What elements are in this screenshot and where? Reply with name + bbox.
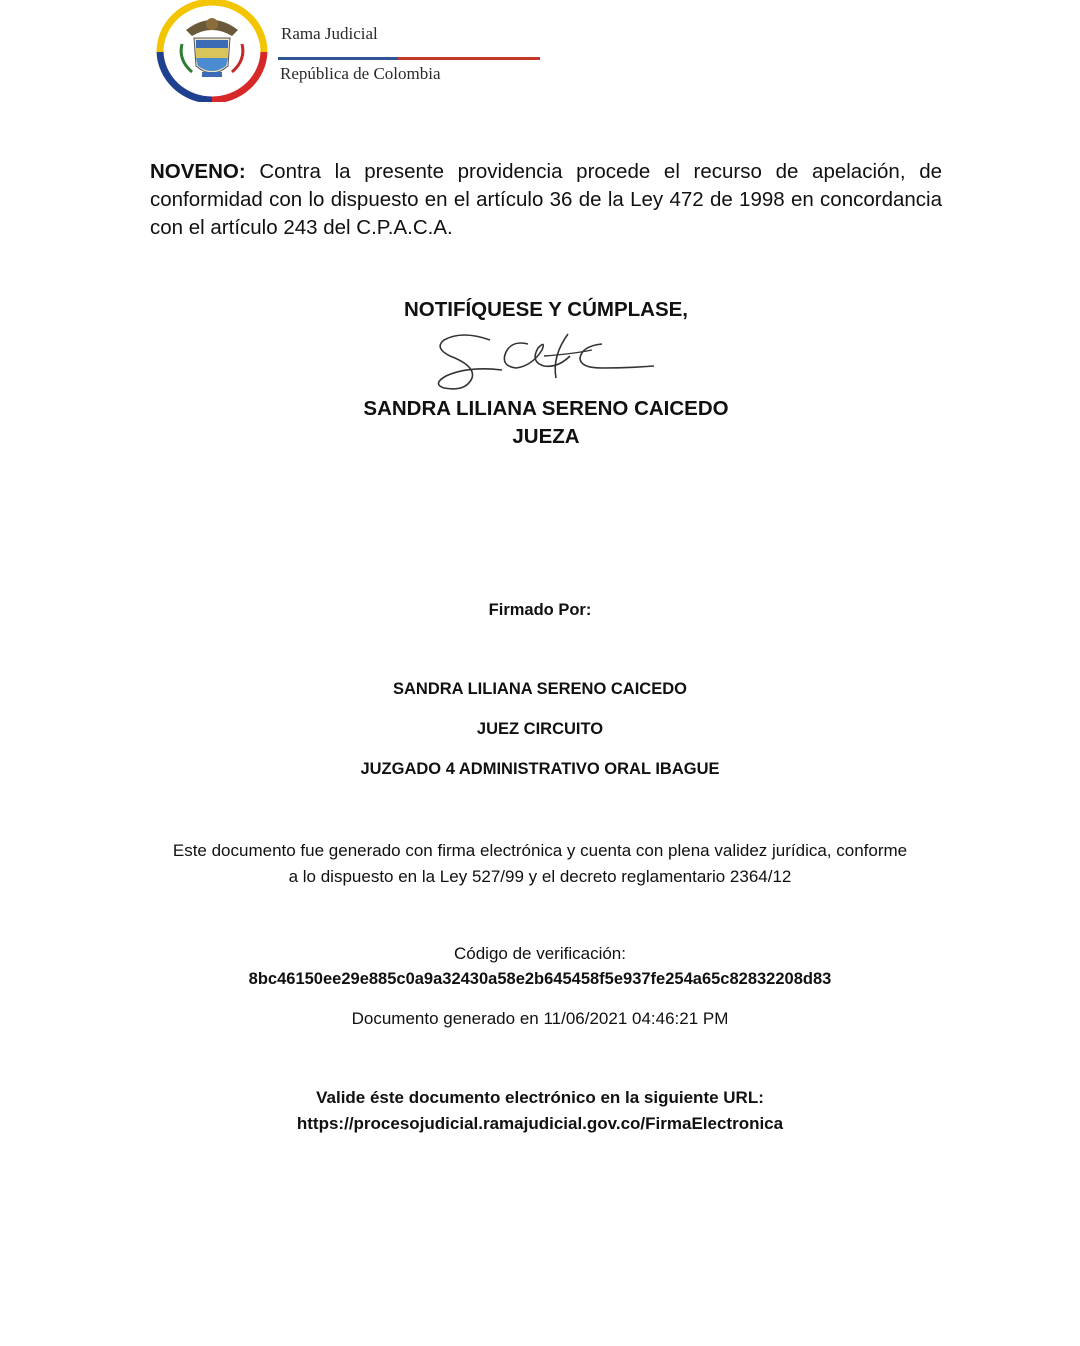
paragraph-text: Contra la presente providencia procede el recurso de apelación, de conformidad con lo dispuesto en el artículo 36 de la Ley 472 de 1998 en concordancia con el artículo 243 del C.P.A.C.A.: [150, 160, 942, 239]
handwritten-signature-icon: [432, 326, 658, 396]
legal-notice: [140, 838, 940, 890]
generated-timestamp: Documento generado en 11/06/2021 04:46:21 PM: [351, 1009, 729, 1028]
validate-label: Valide éste documento electrónico en la siguiente URL:: [316, 1088, 764, 1107]
verification-code-label: Código de verificación:: [454, 944, 626, 963]
rama-judicial-logo-icon: [152, 0, 272, 102]
judge-role: JUEZA: [512, 425, 580, 448]
verification-code-value: 8bc46150ee29e885c0a9a32430a58e2b645458f5e937fe254a65c82832208d83: [248, 970, 832, 988]
brand-subtitle: República de Colombia: [280, 64, 441, 83]
paragraph-lead: NOVENO:: [150, 160, 246, 183]
brand-title: Rama Judicial: [281, 24, 378, 43]
legal-notice-line2: a lo dispuesto en la Ley 527/99 y el decreto reglamentario 2364/12: [288, 867, 792, 886]
signed-by-label: Firmado Por:: [488, 601, 592, 619]
resolution-paragraph: [150, 158, 942, 242]
judge-name: SANDRA LILIANA SERENO CAICEDO: [363, 397, 729, 420]
validate-url-link[interactable]: https://procesojudicial.ramajudicial.gov.co/FirmaElectronica: [296, 1114, 784, 1133]
legal-notice-line1: Este documento fue generado con firma electrónica y cuenta con plena validez jurídica, conforme: [172, 841, 908, 860]
closing-notify: NOTIFÍQUESE Y CÚMPLASE,: [403, 298, 688, 321]
court-name: JUZGADO 4 ADMINISTRATIVO ORAL IBAGUE: [360, 760, 720, 778]
signer-name: SANDRA LILIANA SERENO CAICEDO: [393, 680, 687, 698]
signer-title: JUEZ CIRCUITO: [476, 720, 604, 738]
brand-divider: [278, 57, 540, 61]
